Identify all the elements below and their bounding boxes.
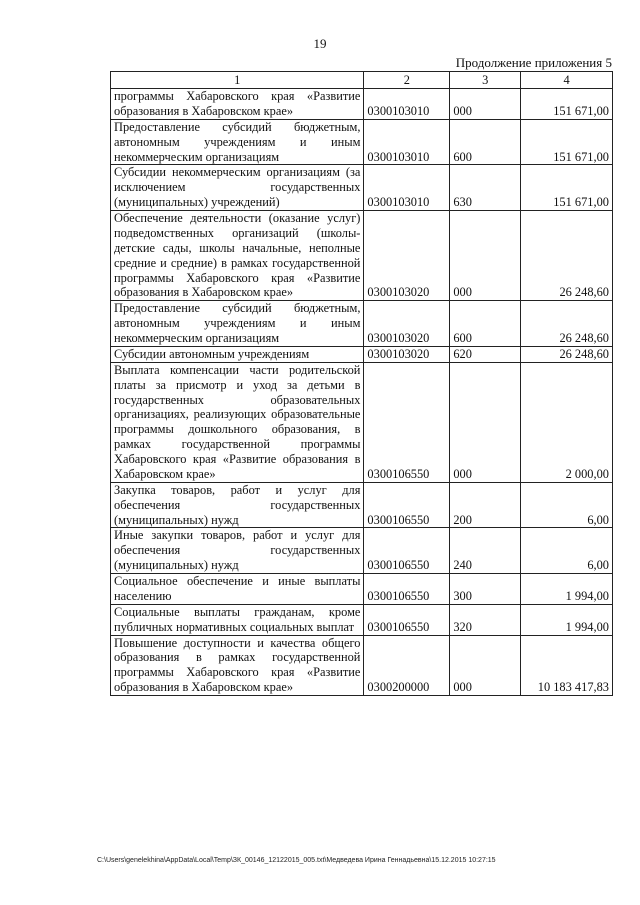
row-expense-type: 000 [450, 211, 521, 301]
table-row [111, 89, 613, 120]
row-amount: 151 671,00 [521, 89, 613, 120]
budget-table [110, 71, 613, 696]
row-code: 0300106550 [364, 482, 450, 528]
row-description: Иные закупки товаров, работ и услуг для обеспечения государственных (муниципальных) нужд [111, 528, 364, 574]
table-row [111, 635, 613, 696]
row-code: 0300103020 [364, 211, 450, 301]
page-number: 19 [313, 36, 327, 51]
column-header-4: 4 [521, 72, 613, 89]
row-amount: 10 183 417,83 [521, 635, 613, 696]
row-description: Повышение доступности и качества общего образования в рамках государственной программы Хабаровского края «Развитие образования в Хабаровском крае» [111, 635, 364, 696]
row-description: Предоставление субсидий бюджетным, автономным учреждениям и иным некоммерческим организациям [111, 301, 364, 347]
row-expense-type: 600 [450, 119, 521, 165]
row-amount: 26 248,60 [521, 211, 613, 301]
row-amount: 26 248,60 [521, 346, 613, 362]
row-expense-type: 630 [450, 165, 521, 211]
row-expense-type: 000 [450, 362, 521, 482]
row-code: 0300106550 [364, 528, 450, 574]
row-code: 0300103010 [364, 119, 450, 165]
row-description: Предоставление субсидий бюджетным, автономным учреждениям и иным некоммерческим организациям [111, 119, 364, 165]
row-expense-type: 600 [450, 301, 521, 347]
row-expense-type: 200 [450, 482, 521, 528]
row-code: 0300106550 [364, 574, 450, 605]
table-row [111, 211, 613, 301]
row-description: Закупка товаров, работ и услуг для обеспечения государственных (муниципальных) нужд [111, 482, 364, 528]
row-expense-type: 300 [450, 574, 521, 605]
row-amount: 1 994,00 [521, 604, 613, 635]
row-description: Субсидии автономным учреждениям [111, 346, 364, 362]
row-description: Обеспечение деятельности (оказание услуг) подведомственных организаций (школы-детские сады, школы начальные, неполные средние и средние) в рамках государственной программы Хабаровского края «Развитие образования в Хабаровском крае» [111, 211, 364, 301]
row-amount: 26 248,60 [521, 301, 613, 347]
table-row [111, 165, 613, 211]
row-amount: 1 994,00 [521, 574, 613, 605]
row-expense-type: 240 [450, 528, 521, 574]
column-header-3: 3 [450, 72, 521, 89]
row-amount: 151 671,00 [521, 119, 613, 165]
row-expense-type: 000 [450, 89, 521, 120]
continuation-label: Продолжение приложения 5 [455, 55, 612, 70]
row-code: 0300200000 [364, 635, 450, 696]
table-row [111, 574, 613, 605]
row-amount: 151 671,00 [521, 165, 613, 211]
row-description: Социальное обеспечение и иные выплаты населению [111, 574, 364, 605]
table-row [111, 362, 613, 482]
row-description: программы Хабаровского края «Развитие образования в Хабаровском крае» [111, 89, 364, 120]
table-row [111, 119, 613, 165]
row-code: 0300103010 [364, 165, 450, 211]
row-expense-type: 620 [450, 346, 521, 362]
row-amount: 6,00 [521, 482, 613, 528]
column-header-1: 1 [111, 72, 364, 89]
table-header-row [111, 72, 613, 89]
row-description: Субсидии некоммерческим организациям (за исключением государственных (муниципальных) учреждений) [111, 165, 364, 211]
table-row [111, 482, 613, 528]
footer-file-path: C:\Users\genelekhina\AppData\Local\Temp\ЗК_00146_12122015_005.txt\Медведева Ирина Геннадьевна\15.12.2015 10:27:15 [97, 857, 496, 864]
table-row [111, 528, 613, 574]
row-code: 0300106550 [364, 604, 450, 635]
row-expense-type: 000 [450, 635, 521, 696]
row-code: 0300103020 [364, 301, 450, 347]
row-description: Выплата компенсации части родительской платы за присмотр и уход за детьми в государственных образовательных организациях, реализующих образовательные программы дошкольного образования, в рамках государственной программы Хабаровского края «Развитие образования в Хабаровском крае» [111, 362, 364, 482]
row-amount: 6,00 [521, 528, 613, 574]
column-header-2: 2 [364, 72, 450, 89]
row-amount: 2 000,00 [521, 362, 613, 482]
row-code: 0300106550 [364, 362, 450, 482]
table-row [111, 346, 613, 362]
row-code: 0300103020 [364, 346, 450, 362]
row-expense-type: 320 [450, 604, 521, 635]
row-description: Социальные выплаты гражданам, кроме публичных нормативных социальных выплат [111, 604, 364, 635]
table-row [111, 301, 613, 347]
row-code: 0300103010 [364, 89, 450, 120]
table-row [111, 604, 613, 635]
